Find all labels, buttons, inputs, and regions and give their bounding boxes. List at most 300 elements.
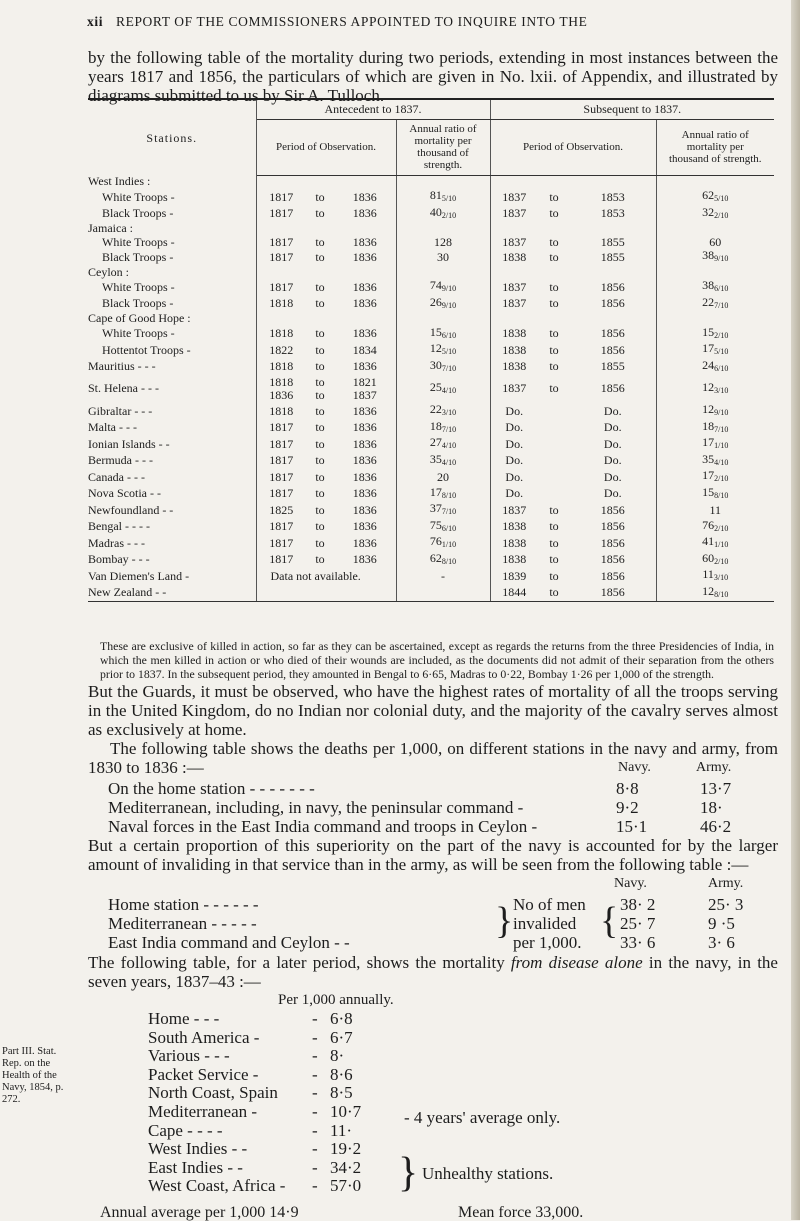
ratio-subsequent [656,519,774,536]
stations-header: Stations. [88,99,256,175]
empty-cell [538,312,570,326]
period-to: to [315,279,325,294]
ratio-value: 41 [702,534,715,548]
ratio-subsequent [656,296,774,313]
ratio-value: 62 [702,188,715,202]
period-start: 1817 [269,552,294,566]
dash-separator: - [312,1027,318,1047]
table-row [88,535,774,552]
period-to: to [315,420,325,434]
ratio-antecedent [396,519,490,536]
year: 1821 [352,375,377,389]
period-start: 1818 [269,403,294,418]
table-row [88,403,774,420]
period2-start: 1839 [502,568,527,583]
table-row [88,296,774,313]
ratio-value: 17 [702,468,715,482]
ratio-antecedent [396,486,490,503]
year: 1836 [269,388,294,402]
ratio-value: 12 [702,379,715,394]
ratio-value: 32 [702,204,715,219]
period2-end: 1856 [570,552,656,569]
station-name: Van Diemen's Land - [88,568,256,585]
period2-end: 1853 [570,189,656,206]
data-not-available: Data not available. [256,568,396,585]
ratio-fraction: 3/10 [441,408,457,417]
station-label: West Coast, Africa - [148,1176,286,1196]
period2-end: 1856 [570,279,656,296]
empty-cell [256,222,306,236]
ratio-fraction: 6/10 [441,330,457,340]
empty-cell [538,175,570,189]
navy-value: 15·1 [616,817,648,836]
period2-to [538,403,570,420]
ratio-subsequent [656,342,774,359]
ratio-fraction: 2/10 [714,210,729,220]
mortality-value: 34·2 [330,1157,362,1177]
station-label: Cape - - - - [148,1120,223,1140]
ratio-value: 35 [429,451,442,466]
period-start: 1817 [269,249,294,264]
period-end: 1836 [334,436,396,453]
station-name: Hottentot Troops - [88,342,256,359]
table-row [88,519,774,536]
dash-separator: - [312,1009,318,1028]
army-label: Army. [696,760,732,775]
invaliding-label: Mediterranean - - - - - [108,914,257,933]
intro-paragraph: by the following table of the mortality during two periods, extending in most instances between the years 1817 and 1856, the particulars of which are given in No. lxii. of Appendix, and illustrated by diagrams submitted to us by Sir A. Tulloch. [88,48,778,105]
empty-cell [490,175,538,189]
empty-cell [538,222,570,236]
paragraph-disease: The following table, for a later period, shows the mortality from disease alone in the navy, in the seven years, 1837–43 :— [88,953,778,991]
period2-start: 1838 [502,249,527,264]
table-row [88,359,774,376]
ratio-fraction: 9/10 [441,300,457,310]
period-to: to [315,453,325,467]
empty-cell [538,266,570,280]
station-name: White Troops - [88,326,256,343]
ratio-subsequent [656,236,774,250]
ratio-antecedent [396,453,490,470]
period2-end: 1856 [570,519,656,536]
period-end: 1836 [334,189,396,206]
table-row [88,236,774,250]
data-not-available [256,585,396,602]
period-start: 1817 [269,420,294,434]
period2-to: to [549,279,559,294]
ratio-value: 74 [429,278,442,292]
table-row [88,375,774,403]
period2-to: to [549,519,559,533]
period-end: 1836 [334,519,396,536]
army-value: 46·2 [700,817,732,836]
period-to: to [315,436,325,451]
table-footnote: These are exclusive of killed in action, so far as they can be ascertained, except as regards the returns from the three Presidencies of India, in which the men killed in action or who died of their wounds are included, as the documents did not admit of their separation from the others prior to 1837. In the subsequent period, they amounted in Bengal to 6·65, Madras to 0·22, Bombay 1·26 per 1,000 of the strength. [100,639,774,681]
table-row [88,585,774,602]
table-row [88,206,774,223]
period-start: 1817 [269,436,294,451]
empty-cell [396,266,490,280]
ratio-value: 60 [702,550,715,565]
period-to: to [315,206,325,220]
period2-end: Do. [570,420,656,437]
paragraph-navy-army: The following table shows the deaths per 1,000, on different stations in the navy and army, from 1830 to 1836 :— [88,739,778,777]
table-row [88,486,774,503]
ratio-antecedent [396,568,490,585]
station-name: White Troops - [88,236,256,250]
ratio-value: 11 [702,567,714,581]
period2-start: 1837 [502,381,527,396]
period2-to: to [549,502,559,517]
table-row [88,420,774,437]
navy-value: 38· 2 [620,895,656,914]
period-end: 1836 [334,279,396,296]
ratio-fraction: 7/10 [714,424,729,434]
station-name: Ionian Islands - - [88,436,256,453]
mortality-value: 11· [330,1120,353,1140]
station-name: Black Troops - [88,206,256,223]
ratio-fraction: 4/10 [714,457,729,467]
period-end: 1836 [334,403,396,420]
station-name: Mauritius - - - [88,359,256,376]
station-name: White Troops - [88,189,256,206]
ratio-value: 17 [702,341,715,355]
period2-to [538,453,570,470]
ratio-fraction: 7/10 [441,424,457,434]
period2-start: 1837 [502,189,527,204]
period2-end: 1856 [570,296,656,313]
ratio-value: 26 [429,294,442,309]
period-to: to [315,189,325,204]
period2-to: to [549,342,559,357]
empty-cell [334,312,396,326]
margin-note: Part III. Stat. Rep. on the Health of the Navy, 1854, p. 272. [2,1046,64,1105]
empty-cell [256,175,306,189]
station-label: Mediterranean - [148,1102,258,1121]
period2-start: Do. [505,469,524,484]
ratio-fraction: 3/10 [713,573,729,582]
ratio-value: 62 [429,550,442,565]
period2-start: Do. [505,453,524,467]
ratio-antecedent [396,249,490,266]
ratio-subsequent [656,585,774,602]
ratio-subsequent [656,552,774,569]
period-to: to [315,502,325,517]
table-row [88,436,774,453]
mortality-value: 10·7 [330,1102,362,1121]
running-header [0,10,800,34]
table-row [88,279,774,296]
ratio-antecedent [396,189,490,206]
period-to: to [315,342,325,357]
table-row [88,502,774,519]
station-name: Newfoundland - - [88,502,256,519]
ratio-subsequent [656,403,774,420]
ratio-fraction: 6/10 [714,284,729,293]
period-end: 1836 [334,326,396,343]
brace-unhealthy-icon: } [398,1150,419,1196]
table-row [88,469,774,486]
period2-start: Do. [505,420,524,434]
ratio-fraction: 1/10 [714,540,729,549]
table-row [88,175,774,189]
ratio-header: Annual ratio of mortality per thousand of strength. [396,119,490,175]
ratio-antecedent [396,552,490,569]
station-label: South America - [148,1027,260,1047]
ratio-value: 24 [702,357,715,372]
period-to: to [315,326,325,340]
dash-separator: - [312,1102,318,1121]
ratio-antecedent [396,502,490,519]
invaliding-label: Home station - - - - - - [108,895,259,914]
period2-to: to [549,568,559,583]
period2-end: 1853 [570,206,656,223]
annual-average: Annual average per 1,000 14·9 [100,1204,299,1221]
army-value: 18· [700,798,723,817]
period2-start: 1837 [502,296,527,310]
ratio-value: 60 [709,234,722,249]
invaliding-label: East India command and Ceylon - - [108,933,350,952]
period2-end: 1855 [570,249,656,266]
period2-start: Do. [505,436,524,451]
ratio-value: 12 [429,341,442,355]
period-start: 1817 [269,535,294,550]
table-row [88,312,774,326]
empty-cell [570,222,656,236]
station-name: New Zealand - - [88,585,256,602]
period-to: to [315,296,325,310]
empty-cell [490,312,538,326]
running-title: REPORT OF THE COMMISSIONERS APPOINTED TO INQUIRE INTO THE [116,14,588,29]
unhealthy-note: Unhealthy stations. [422,1164,554,1183]
ratio-value: 27 [429,435,442,449]
period-to: to [315,249,325,264]
station-name: Black Troops - [88,296,256,313]
period2-end: 1856 [570,342,656,359]
ratio-antecedent [396,535,490,552]
mortality-value: 6·7 [330,1027,353,1047]
empty-cell [656,175,774,189]
paragraph-guards: But the Guards, it must be observed, who have the highest rates of mortality of all the troops serving in the United Kingdom, do no Indian nor colonial duty, and the majority of the cavalry serves almost as exclusively at home. [88,682,778,739]
ratio-antecedent [396,206,490,223]
ratio-value: - [441,568,445,583]
ratio-subsequent [656,189,774,206]
ratio-antecedent [396,236,490,250]
ratio-subsequent [656,249,774,266]
ratio-value: 12 [702,402,715,416]
ratio-antecedent [396,469,490,486]
period2-end: 1856 [570,502,656,519]
period-end: 1836 [334,420,396,437]
mortality-value: 8·5 [330,1083,353,1103]
period2-to: to [549,552,559,566]
period-to: to [315,469,325,484]
station-name: White Troops - [88,279,256,296]
empty-cell [656,312,774,326]
ratio-fraction: 5/10 [714,194,729,203]
period-start: 1825 [269,502,294,517]
ratio-antecedent [396,420,490,437]
period-end: 1836 [334,552,396,569]
empty-cell [570,266,656,280]
brace-left-icon: } [495,900,514,942]
ratio-value: 17 [429,484,442,499]
table-row [88,568,774,585]
period2-start: Do. [505,403,524,418]
mortality-value: 8· [330,1046,345,1066]
empty-cell [656,266,774,280]
empty-cell [306,222,334,236]
empty-cell [570,175,656,189]
ratio-value: 76 [702,517,715,532]
dash-separator: - [312,1046,318,1066]
ratio-value: 18 [702,418,715,433]
empty-cell [256,312,306,326]
navy-army-label: Naval forces in the East India command and troops in Ceylon - [108,817,538,836]
ratio-value: 22 [702,294,715,309]
empty-cell [570,312,656,326]
period-header: Period of Observation. [256,119,396,175]
table-row [88,342,774,359]
period-start: 1817 [269,469,294,484]
army-value: 13·7 [700,779,732,798]
ratio-fraction: 6/10 [714,363,729,373]
dash-separator: - [312,1120,318,1140]
per-label: Per 1,000 annually. [278,992,394,1008]
period-to: to [315,486,325,500]
period2-to: to [549,296,559,310]
period-to [306,375,334,403]
period-start [256,375,306,403]
period2-to: to [549,206,559,220]
period-end: 1836 [334,249,396,266]
station-name: Bengal - - - - [88,519,256,536]
ratio2-header: Annual ratio of mortality per thousand of strength. [656,119,774,175]
army-value: 3· 6 [708,933,735,952]
ratio-value: 15 [702,484,715,499]
navy-label-2: Navy. [614,876,647,891]
ratio-value: 35 [702,451,715,466]
navy-value: 25· 7 [620,914,656,933]
period-end: 1836 [334,206,396,223]
empty-cell [306,175,334,189]
period-start: 1818 [269,296,294,310]
empty-cell [490,222,538,236]
period2-to: to [549,234,559,249]
period2-to: to [549,359,559,373]
ratio-fraction: 4/10 [441,457,457,467]
ratio-value: 38 [702,248,715,262]
ratio-value: 30 [429,357,442,372]
navy-value: 33· 6 [620,933,656,952]
ratio-fraction: 5/10 [441,194,457,203]
ratio-fraction: 2/10 [714,474,729,483]
period2-to [538,436,570,453]
period2-start: 1838 [502,342,527,357]
station-label: West Indies - - [148,1139,248,1159]
station-label: East Indies - - [148,1157,243,1177]
period2-end: Do. [570,403,656,420]
ratio-antecedent [396,585,490,602]
ratio-value: 18 [429,418,442,433]
ratio-subsequent [656,359,774,376]
page-edge [791,0,800,1220]
ratio-value: 11 [709,502,722,517]
period-start: 1817 [269,453,294,467]
station-name: Madras - - - [88,535,256,552]
ratio-fraction: 8/10 [441,490,457,500]
ratio-subsequent [656,206,774,223]
ratio-fraction: 5/10 [441,347,457,356]
dash-separator: - [312,1064,318,1084]
ratio-subsequent [656,486,774,503]
ratio-antecedent [396,359,490,376]
period2-start: 1837 [502,206,527,220]
army-value: 9 ·5 [708,914,735,933]
ratio-fraction: 5/10 [714,347,729,356]
ratio-subsequent [656,375,774,403]
period2-end: 1855 [570,359,656,376]
ratio-value: 37 [429,501,442,515]
ratio-subsequent [656,469,774,486]
ratio-value: 17 [702,435,715,449]
page-number: xii [87,14,104,29]
ratio-value: 22 [429,402,442,416]
period-to: to [315,519,325,533]
period2-end: 1856 [570,375,656,403]
ratio-fraction: 7/10 [714,300,729,310]
empty-cell [334,175,396,189]
period2-start: 1838 [502,326,527,340]
mortality-value: 6·8 [330,1009,353,1028]
dash-separator: - [312,1139,318,1159]
period-end: 1836 [334,469,396,486]
ratio-subsequent [656,568,774,585]
period-start: 1818 [269,359,294,373]
station-name: Canada - - - [88,469,256,486]
ratio-value: 15 [429,324,442,339]
navy-label: Navy. [618,760,651,775]
ratio-subsequent [656,326,774,343]
ratio-subsequent [656,502,774,519]
mortality-value: 57·0 [330,1176,362,1196]
period2-to [538,420,570,437]
empty-cell [656,222,774,236]
period-to: to [315,234,325,249]
table-row [88,189,774,206]
period2-to: to [538,585,570,602]
period-start: 1817 [269,189,294,204]
period2-start: 1844 [490,585,538,602]
station-name: West Indies : [88,175,256,189]
invalided-note: No of men invalided per 1,000. [513,895,586,952]
period-end: 1836 [334,535,396,552]
period-start: 1822 [269,342,294,357]
period2-to: to [549,381,559,396]
period2-start: 1837 [502,502,527,517]
period2-start: 1838 [502,359,527,373]
period-end: 1834 [334,342,396,359]
station-label: Packet Service - [148,1064,259,1084]
period2-end: 1856 [570,535,656,552]
period2-start: 1838 [502,519,527,533]
table-row [88,552,774,569]
period2-start: Do. [505,486,524,500]
period2-to: to [549,189,559,204]
ratio-fraction: 9/10 [714,408,729,417]
period-to: to [315,535,325,550]
ratio-value: 15 [702,324,715,339]
